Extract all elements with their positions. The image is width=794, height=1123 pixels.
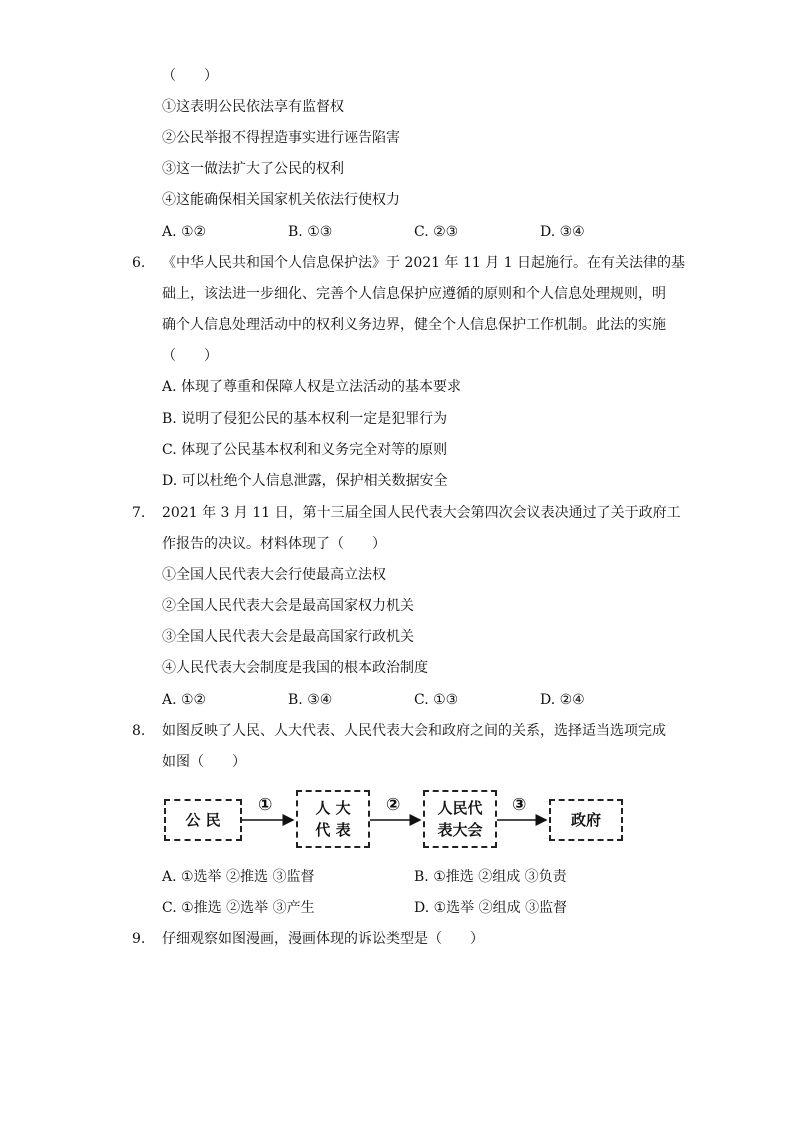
statement: ①这表明公民依法享有监督权: [162, 99, 344, 115]
statement: ③这一做法扩大了公民的权利: [162, 161, 344, 177]
option-a: A. ①选举 ②推选 ③监督: [162, 869, 315, 885]
question-text: 作报告的决议。材料体现了（ ）: [162, 536, 386, 552]
box-line: 代 表: [315, 821, 351, 839]
option-b: B. 说明了侵犯公民的基本权利一定是犯罪行为: [162, 411, 448, 427]
option-d: D. ②④: [540, 692, 585, 708]
question-text: 础上，该法进一步细化、完善个人信息保护应遵循的原则和个人信息处理规则，明: [162, 286, 666, 302]
statement: ④人民代表大会制度是我国的根本政治制度: [162, 660, 428, 676]
statement: ①全国人民代表大会行使最高立法权: [162, 567, 386, 583]
question-text: 仔细观察如图漫画，漫画体现的诉讼类型是（ ）: [162, 931, 484, 947]
question-number: 8.: [132, 723, 146, 739]
question-number: 7.: [132, 505, 146, 521]
option-d: D. ③④: [540, 224, 585, 240]
option-c: C. ①③: [414, 692, 459, 708]
option-c: C. ①推选 ②选举 ③产生: [162, 900, 315, 916]
option-d: D. ①选举 ②组成 ③监督: [414, 900, 568, 916]
question-number: 6.: [132, 255, 146, 271]
question-text: 如图（ ）: [162, 754, 246, 770]
statement: ③全国人民代表大会是最高国家行政机关: [162, 629, 414, 645]
box-line: 表大会: [437, 821, 483, 839]
option-b: B. ①推选 ②组成 ③负责: [414, 869, 567, 885]
box-line: 人 大: [315, 799, 351, 817]
question-text: 2021 年 3 月 11 日，第十三届全国人民代表大会第四次会议表决通过了关于政府工: [162, 505, 681, 521]
diagram-box-citizen: 公 民: [164, 799, 242, 841]
option-c: C. 体现了公民基本权利和义务完全对等的原则: [162, 442, 448, 458]
statement: ④这能确保相关国家机关依法行使权力: [162, 192, 400, 208]
option-d: D. 可以杜绝个人信息泄露，保护相关数据安全: [162, 473, 448, 489]
option-a: A. ①②: [162, 692, 207, 708]
statement: ②公民举报不得捏造事实进行诬告陷害: [162, 130, 400, 146]
option-a: A. ①②: [162, 224, 207, 240]
question-text: 《中华人民共和国个人信息保护法》于 2021 年 11 月 1 日起施行。在有关法律的基: [162, 255, 686, 271]
question-text: 确个人信息处理活动中的权利义务边界，健全个人信息保护工作机制。此法的实施: [162, 317, 666, 333]
diagram-box-congress: [423, 790, 497, 848]
question-text: （ ）: [162, 348, 218, 364]
option-c: C. ②③: [414, 224, 459, 240]
option-b: B. ③④: [288, 692, 333, 708]
diagram-label-3: ③: [512, 795, 527, 815]
diagram-box-deputies: [296, 790, 370, 848]
option-a: A. 体现了尊重和保障人权是立法活动的基本要求: [162, 379, 462, 395]
question-text: 如图反映了人民、人大代表、人民代表大会和政府之间的关系，选择适当选项完成: [162, 723, 666, 739]
prev-question-tail: （ ）: [162, 68, 218, 84]
option-b: B. ①③: [288, 224, 333, 240]
diagram-label-2: ②: [386, 795, 401, 815]
diagram-label-1: ①: [258, 795, 273, 815]
diagram-box-government: 政府: [549, 799, 623, 841]
question-number: 9.: [132, 931, 146, 947]
statement: ②全国人民代表大会是最高国家权力机关: [162, 598, 414, 614]
box-line: 人民代: [437, 799, 483, 817]
